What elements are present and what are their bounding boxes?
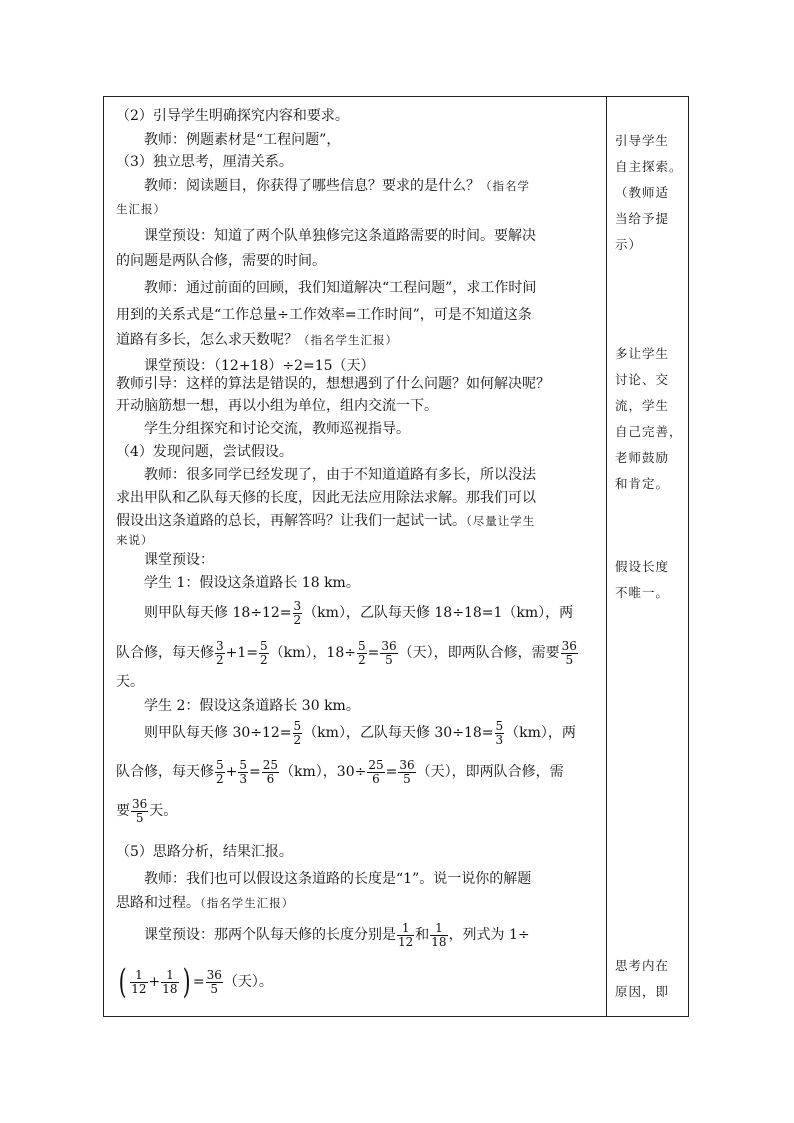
text-line: 假设出这条道路的总长，再解答吗？让我们一起试一试。（尽量让学生	[116, 513, 536, 529]
text-line: 学生分组探究和讨论交流，教师巡视指导。	[144, 421, 410, 437]
fraction: $\frac{36}{5}$	[561, 638, 577, 667]
text-line: 课堂预设：（12+18）÷2=15（天）	[144, 358, 375, 374]
text-line: 教师：例题素材是“工程问题”，	[144, 132, 341, 148]
fraction: $\frac{5}{3}$	[495, 718, 504, 747]
fraction: $\frac{3}{2}$	[216, 638, 224, 667]
text-line: 天。	[116, 674, 144, 690]
teacher-note: （指名学生汇报）	[200, 896, 295, 910]
fraction: $\frac{5}{3}$	[239, 757, 248, 786]
teacher-note: （尽量让学生	[466, 514, 536, 528]
fraction: $\frac{36}{5}$	[381, 638, 397, 667]
formula-line: 课堂预设：那两个队每天修的长度分别是 $\frac{1}{12}$ 和 $\frac{1}{18}$ ，列式为 1÷	[144, 920, 530, 949]
side-note: 示）	[615, 237, 643, 252]
fraction: $\frac{25}{6}$	[262, 757, 279, 786]
fraction: $\frac{36}{5}$	[399, 757, 415, 786]
text-line: 教师：通过前面的回顾，我们知道解决“工程问题”，求工作时间	[144, 280, 537, 296]
side-note: 和肯定。	[615, 476, 670, 491]
fraction: $\frac{1}{18}$	[162, 967, 178, 996]
side-note: 当给予提	[615, 211, 670, 226]
teacher-note: 来说）	[116, 533, 154, 547]
text-line: 用到的关系式是“工作总量÷工作效率=工作时间”，可是不知道这条	[116, 307, 532, 323]
left-paren: (	[118, 962, 127, 1002]
teacher-note: 生汇报）	[116, 202, 166, 216]
fraction: $\frac{5}{2}$	[293, 718, 302, 747]
lesson-table	[103, 96, 689, 1017]
text-line: 道路有多长，怎么求天数呢？（指名学生汇报）	[116, 332, 398, 348]
text-line: 学生 2：假设这条道路长 30 km。	[144, 698, 360, 714]
formula-line: 则甲队每天修 30÷12= $\frac{5}{2}$ （km），乙队每天修 30÷18= $\frac{5}{3}$ （km），两	[144, 718, 576, 747]
side-note: 自己完善，	[615, 424, 683, 439]
fraction: $\frac{5}{2}$	[357, 638, 366, 667]
text-line: 课堂预设：	[144, 552, 214, 568]
fraction: $\frac{5}{2}$	[216, 757, 224, 786]
side-note: 老师鼓励	[615, 450, 670, 465]
side-note: 讨论、交	[615, 372, 670, 387]
side-note: 多让学生	[615, 346, 670, 361]
fraction: $\frac{36}{5}$	[132, 796, 148, 825]
text-line: 教师：阅读题目，你获得了哪些信息？要求的是什么？（指名学	[144, 178, 530, 194]
text-line: 求出甲队和乙队每天修的长度，因此无法应用除法求解。那我们可以	[116, 490, 536, 506]
side-note: 流，学生	[615, 398, 670, 413]
text-line: 教师：我们也可以假设这条道路的长度是“1”。说一说你的解题	[144, 871, 532, 887]
formula-line: 队合修，每天修 $\frac{3}{2}$ +1= $\frac{5}{2}$ （km），18÷ $\frac{5}{2}$ = $\frac{36}{5}$ （天），即两队合修，需要 $\frac{36}{5}$	[116, 638, 577, 667]
text-line: 的问题是两队合修，需要的时间。	[116, 253, 326, 269]
side-note: 假设长度	[615, 559, 670, 574]
fraction: $\frac{1}{12}$	[131, 967, 147, 996]
side-note: 自主探索。	[615, 159, 683, 174]
fraction: $\frac{25}{6}$	[368, 757, 384, 786]
side-note: （教师适	[615, 185, 670, 200]
formula-line: 要 $\frac{36}{5}$ 天。	[116, 796, 178, 825]
step-4-heading: （4）发现问题，尝试假设。	[116, 444, 293, 460]
right-paren: )	[182, 962, 191, 1002]
step-5-heading: （5）思路分析，结果汇报。	[116, 844, 293, 860]
step-3-heading: （3）独立思考，厘清关系。	[116, 154, 293, 170]
side-note: 原因，即	[615, 984, 670, 999]
formula-line: 队合修，每天修 $\frac{5}{2}$ + $\frac{5}{3}$ = $\frac{25}{6}$ （km），30÷ $\frac{25}{6}$ = $\frac{36}{5}$ （天），即两队合修，需	[116, 757, 564, 786]
side-note: 引导学生	[615, 133, 670, 148]
teacher-note: （指名学生汇报）	[298, 333, 398, 347]
step-2-heading: （2）引导学生明确探究内容和要求。	[116, 108, 349, 124]
text-line: 开动脑筋想一想，再以小组为单位，组内交流一下。	[116, 398, 438, 414]
formula-line: ( $\frac{1}{12}$ + $\frac{1}{18}$ ) = $\frac{36}{5}$ （天）。	[118, 962, 273, 1002]
text-line: 思路和过程。（指名学生汇报）	[116, 895, 295, 911]
text-line: 学生 1：假设这条道路长 18 km。	[144, 575, 360, 591]
side-note: 思考内在	[615, 958, 670, 973]
column-divider	[606, 97, 607, 1016]
text-line: 教师引导：这样的算法是错误的，想想遇到了什么问题？如何解决呢？	[116, 376, 550, 392]
text-line: 课堂预设：知道了两个队单独修完这条道路需要的时间。要解决	[144, 228, 536, 244]
teacher-note: （指名学	[480, 179, 530, 193]
fraction: $\frac{3}{2}$	[293, 598, 302, 627]
side-note: 不唯一。	[615, 585, 670, 600]
fraction: $\frac{36}{5}$	[206, 967, 222, 996]
fraction: $\frac{1}{18}$	[431, 920, 447, 949]
fraction: $\frac{1}{12}$	[398, 920, 414, 949]
formula-line: 则甲队每天修 18÷12= $\frac{3}{2}$ （km），乙队每天修 18÷18=1（km），两	[144, 598, 574, 627]
text-line: 教师：很多同学已经发现了，由于不知道道路有多长，所以没法	[144, 467, 536, 483]
fraction: $\frac{5}{2}$	[260, 638, 268, 667]
